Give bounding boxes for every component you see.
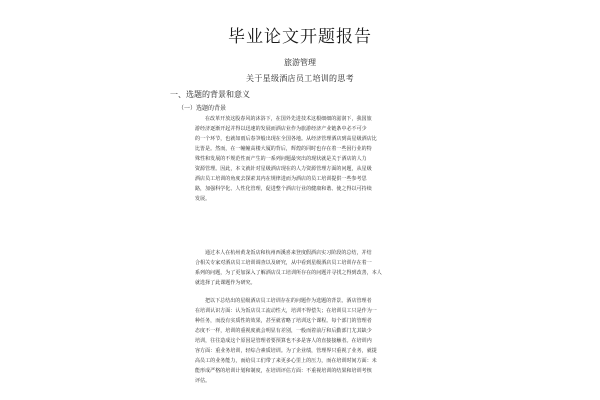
paragraph-line: 通过本人在杭州黄龙饭店和杭州西溪喜来登度假酒店实习阶段的总结，并结: [205, 250, 372, 256]
major-name: 旅游管理: [284, 58, 316, 67]
paragraph-line: 合相关专家对酒店员工培训调查以及研究，从中看到星级酒店员工培训存在着一: [195, 260, 372, 266]
paragraph-line: 种任务，而没有实质性的效果，甚至就省略了培训这个课程。每个部门的管理者: [195, 318, 372, 324]
paragraph-line: 评估。: [195, 378, 211, 384]
paragraph-line: 殊性和发展的不规范性而产生的一系列问题最突出的现状就是关于酒店的人力: [195, 156, 367, 162]
paragraph-line: 游经济逐渐开起并得以迅速的发展而酒店业作为旅游经济产业链条中必不可少: [195, 126, 367, 132]
paragraph-line: 发展。: [195, 196, 211, 202]
subsection-heading: （一）选题的背景: [178, 105, 227, 112]
paragraph-line: 资源管理。因此，本文就针对星级酒店现在的人力资源管理方面的问题，从星级: [195, 166, 372, 172]
paragraph-line: 比皆是。然而，在一幢幢高楼大厦的背后，辉煌的同时也存在着一些因行业的特: [195, 146, 372, 152]
document-title: 毕业论文开题报告: [228, 27, 372, 47]
paragraph-line: 路，加强科学化、人性化管理，促进整个酒店行业的健康和谐、使之得以可持续: [195, 186, 372, 192]
paragraph-line: 就选择了此课题作为研究。: [195, 280, 256, 286]
paragraph-line: 系列的问题，为了更加深入了解酒店员工培训所存在的问题并寻找之得到改善，本人: [195, 270, 382, 276]
paragraph-line: 容方面：重业务培训，轻综合素质培训。为了企业绩，管理界只重视了业务，就提: [195, 348, 377, 354]
paragraph-line: 把以下总结出的星级酒店员工培训存在的问题作为选题的背景。酒店管理者: [205, 298, 372, 304]
paragraph-line: 在改革开放这股春风的沐浴下，在国外先进技术这根细细的滋润下，我国旅: [205, 116, 372, 122]
body-paragraph: [195, 114, 415, 204]
paragraph-line: 态度不一样，培训的重视度就会明显有差别，一般而着前厅和后勤部门尤其缺少: [195, 328, 372, 334]
paragraph-line: 在培训认识方面：认为饭店员工流动性大，培训不得偿失；在培训员工只是作为一: [195, 308, 377, 314]
paragraph-line: 高员工的业务能力，而给员工们带了来更多心里上的压力，而在培训时间方面：未: [195, 358, 377, 364]
paragraph-line: 能形成严格的培训计划和制度，在培训评估方面：不重视培训的结果和培训考核: [195, 368, 372, 374]
paragraph-line: 培训，往往造成这个原因是管理者要预算也不多是客人的直接接触者。在培训内: [195, 338, 372, 344]
body-paragraph: [195, 296, 415, 386]
paragraph-line: 的一个环节，也就如雨后春笋般出现在全国各地。从经济管理酒店到高星级酒店比: [195, 136, 377, 142]
thesis-topic: 关于星级酒店员工培训的思考: [246, 74, 354, 83]
section-heading: 一、选题的背景和意义: [170, 90, 250, 99]
body-paragraph: [195, 248, 415, 288]
paragraph-line: 酒店员工培训的角度去探索其内在规律进而为酒店的员工培训提供一些参考思: [195, 176, 367, 182]
